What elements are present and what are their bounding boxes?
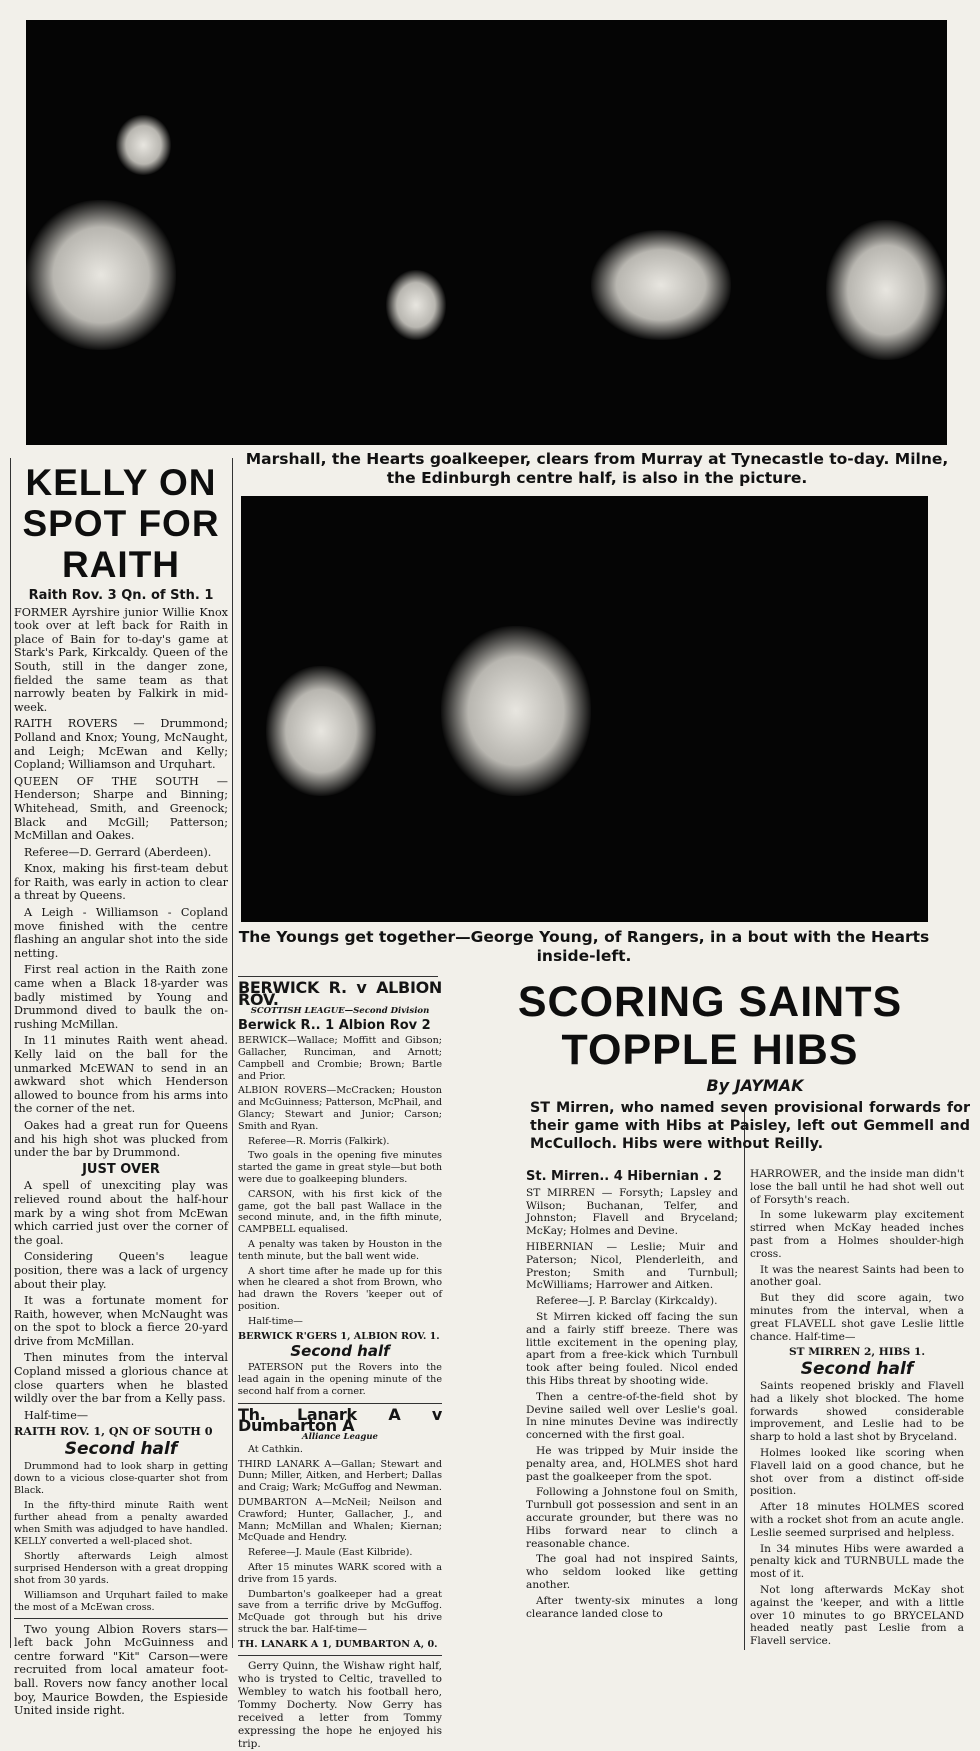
- saints-q7: Holmes looked like scoring when Flavell laid on a good chance, but he shot over from a distinct off-side position.: [750, 1446, 964, 1498]
- column-rule: [10, 458, 11, 1648]
- photo-youngs: [241, 496, 928, 922]
- berwick-top-rule: [238, 976, 438, 977]
- saints-headline-2: TOPPLE HIBS: [561, 1026, 859, 1074]
- column-rule: [744, 1110, 745, 1650]
- berwick-p6: A penalty was taken by Houston in the tenth minute, but the ball went wide.: [238, 1238, 442, 1262]
- saints-p7: Following a Johnstone foul on Smith, Turnbull got possession and sent in an accurate grounder, but there was no Hibs forward near to clinch a reasonable chance.: [526, 1486, 738, 1550]
- lanark-p8: Gerry Quinn, the Wishaw right half, who is trysted to Celtic, travelled to Wembley to watch his football hero, Tommy Docherty. Now Gerry has received a letter from Tommy expressing the hope he enjoyed his trip.: [238, 1659, 442, 1750]
- raith-p6: A Leigh - Williamson - Copland move finished with the centre flashing an angular shot into the side netting.: [14, 906, 228, 960]
- raith-p8: In 11 minutes Raith went ahead. Kelly laid on the ball for the unmarked McEWAN to send in an awkward shot which Henderson allowed to bounce from his arms into the corner of the net.: [14, 1034, 228, 1116]
- lanark-p4: Referee—J. Maule (East Kilbride).: [248, 1547, 413, 1559]
- lanark-bottom-rule: [238, 1655, 442, 1656]
- raith-divider: [14, 1618, 228, 1619]
- saints-col-left: [526, 1168, 738, 1663]
- berwick-p4: Two goals in the opening five minutes started the game in great style—but both were due to goalkeeping blunders.: [238, 1150, 442, 1185]
- raith-p19: Williamson and Urquhart failed to make the most of a McEwan cross.: [14, 1589, 228, 1613]
- berwick-p3: Referee—R. Morris (Falkirk).: [248, 1135, 390, 1147]
- saints-p3: Referee—J. P. Barclay (Kirkcaldy).: [536, 1295, 718, 1308]
- raith-p11: Considering Queen's league position, there was a lack of urgency about their play.: [14, 1250, 228, 1291]
- raith-score: Raith Rov. 3 Qn. of Sth. 1: [28, 588, 214, 603]
- saints-col-right: [750, 1168, 964, 1663]
- berwick-p5: CARSON, with his first kick of the game, got the ball past Wallace in the second minute, and, in the fifth minute, CAMPBELL equalised.: [238, 1188, 442, 1236]
- raith-p20: Two young Albion Rovers stars—left back John McGuinness and centre forward "Kit" Carson—were recruited from local amateur foot-ball. Rovers now fancy another local boy, Maurice Bowden, the Espieside United inside right.: [14, 1622, 228, 1718]
- raith-p7: First real action in the Raith zone came when a Black 18-yarder was badly mistimed by Young and Drummond dived to baulk the on-rushing McMillan.: [14, 963, 228, 1031]
- saints-p9: After twenty-six minutes a long clearance landed close to: [526, 1594, 738, 1620]
- saints-q10: Not long afterwards McKay shot against the 'keeper, and with a little over 10 minutes to go BRYCELAND headed neatly past Leslie from a Flavell service.: [750, 1583, 964, 1648]
- berwick-subhead: Second half: [290, 1342, 390, 1361]
- saints-q6: Saints reopened briskly and Flavell had a likely shot blocked. The home forwards showed considerable improvement, and Leslie had to be sharp to hold a last shot by Bryceland.: [750, 1379, 964, 1444]
- raith-p5: Knox, making his first-team debut for Raith, was early in action to clear a threat by Queens.: [14, 862, 228, 903]
- berwick-article: [238, 978, 442, 1750]
- berwick-p8: Half-time—: [248, 1315, 303, 1327]
- saints-intro: ST Mirren, who named seven provisional forwards for their game with Hibs at Paisley, left out Gemmell and McCulloch. Hibs were without Reilly.: [530, 1100, 970, 1152]
- raith-subhead-just-over: JUST OVER: [82, 1161, 160, 1177]
- column-rule: [232, 458, 233, 1648]
- raith-headline: KELLY ON SPOT FOR RAITH: [22, 462, 220, 585]
- saints-p8: The goal had not inspired Saints, who seldom looked like getting another.: [526, 1553, 738, 1591]
- saints-p6: He was tripped by Muir inside the penalty area, and, HOLMES shot hard past the goalkeeper from the spot.: [526, 1444, 738, 1483]
- lanark-p3: DUMBARTON A—McNeil; Neilson and Crawford; Hunter, Gallacher, J., and Mann; McMillan and Whalen; Kiernan; McQuade and Hendry.: [238, 1497, 442, 1544]
- raith-p16: Drummond had to look sharp in getting down to a vicious close-quarter shot from Black.: [14, 1460, 228, 1496]
- photo1-caption: Marshall, the Hearts goalkeeper, clears from Murray at Tynecastle to-day. Milne, the Edinburgh centre half, is also in the picture.: [245, 450, 949, 487]
- saints-subhead: Second half: [800, 1359, 914, 1380]
- raith-p18: Shortly afterwards Leigh almost surprised Henderson with a great dropping shot from 30 yards.: [14, 1550, 228, 1586]
- saints-p1: ST MIRREN — Forsyth; Lapsley and Wilson; Buchanan, Telfer, and Johnston; Flavell and Bryceland; McKay; Holmes and Devine.: [526, 1186, 738, 1238]
- lanark-p1: At Cathkin.: [248, 1443, 303, 1455]
- saints-byline: By JAYMAK: [706, 1076, 804, 1095]
- berwick-league: SCOTTISH LEAGUE—Second Division: [250, 1005, 430, 1016]
- berwick-score: Berwick R.. 1 Albion Rov 2: [238, 1018, 431, 1034]
- raith-p12: It was a fortunate moment for Raith, however, when McNaught was on the spot to block a fierce 20-yard drive from McMillan.: [14, 1294, 228, 1348]
- raith-p13: Then minutes from the interval Copland missed a glorious chance at close quarters when he blasted wildly over the bar from a Kelly pass.: [14, 1351, 228, 1406]
- saints-q5: ST MIRREN 2, HIBS 1.: [788, 1346, 926, 1359]
- saints-q4: But they did score again, two minutes from the interval, when a great FLAVELL shot gave Leslie little chance. Half-time—: [750, 1292, 964, 1343]
- raith-p9: Oakes had a great run for Queens and his high shot was plucked from under the bar by Drummond.: [14, 1118, 228, 1160]
- saints-p2: HIBERNIAN — Leslie; Muir and Paterson; Nicol, Plenderleith, and Preston; Smith and Turnbull; McWilliams; Harrower and Aitken.: [526, 1240, 738, 1292]
- lanark-p6: Dumbarton's goalkeeper had a great save from a terrific drive by McGuffog. McQuade got through but his drive struck the bar. Half-time—: [238, 1588, 442, 1636]
- berwick-p1: BERWICK—Wallace; Moffitt and Gibson; Gallacher, Runciman, and Arnott; Campbell and Crombie; Brown; Bartle and Prior.: [238, 1035, 442, 1082]
- raith-article: [14, 462, 228, 1718]
- lanark-p7: TH. LANARK A 1, DUMBARTON A, 0.: [238, 1638, 438, 1650]
- saints-q9: In 34 minutes Hibs were awarded a penalty kick and TURNBULL made the most of it.: [750, 1542, 964, 1581]
- saints-score: St. Mirren.. 4 Hibernian . 2: [526, 1169, 722, 1184]
- saints-q8: After 18 minutes HOLMES scored with a rocket shot from an acute angle. Leslie seemed surprised and helpless.: [750, 1501, 964, 1539]
- berwick-p10: PATERSON put the Rovers into the lead again in the opening minute of the second half from a corner.: [238, 1362, 442, 1397]
- berwick-p9: BERWICK R'GERS 1, ALBION ROV. 1.: [238, 1330, 440, 1342]
- saints-q1: HARROWER, and the inside man didn't lose the ball until he had shot well out of Forsyth's reach.: [750, 1168, 964, 1206]
- lanark-headline: Th. Lanark A v Dumbarton A: [238, 1404, 442, 1436]
- berwick-headline: BERWICK R. v ALBION ROV.: [238, 978, 442, 1009]
- saints-q3: It was the nearest Saints had been to another goal.: [750, 1263, 964, 1289]
- saints-p4: St Mirren kicked off facing the sun and a fairly stiff breeze. There was little excitement in the opening play, apart from a free-kick which Turnbull took after being fouled. Nicol ended this Hibs threat by shooting wide.: [526, 1310, 738, 1387]
- photo-hearts-goalkeeper: [26, 20, 947, 445]
- saints-q2: In some lukewarm play excitement stirred when McKay headed inches past from a Holmes shoulder-high cross.: [750, 1209, 964, 1260]
- raith-p14: Half-time—: [24, 1408, 89, 1422]
- raith-p4: Referee—D. Gerrard (Aberdeen).: [24, 845, 212, 859]
- raith-subhead-second-half: Second half: [64, 1439, 178, 1460]
- raith-p2: RAITH ROVERS — Drummond; Polland and Knox; Young, McNaught, and Leigh; McEwan and Kelly; Copland; Williamson and Urquhart.: [14, 717, 228, 772]
- saints-headline-1: SCORING SAINTS: [517, 978, 903, 1026]
- lanark-league: Alliance League: [302, 1432, 378, 1443]
- raith-p1: FORMER Ayrshire junior Willie Knox took over at left back for Raith in place of Bain for to-day's game at Stark's Park, Kirkcaldy. Queen of the South, still in the danger zone, fielded the same team as that narrowly beaten by Falkirk in mid-week.: [14, 605, 228, 714]
- lanark-p2: THIRD LANARK A—Gallan; Stewart and Dunn; Miller, Aitken, and Herbert; Dallas and Craig; Wark; McGuffog and Newman.: [238, 1458, 442, 1494]
- photo2-caption: The Youngs get together—George Young, of Rangers, in a bout with the Hearts inside-left.: [238, 928, 930, 965]
- saints-header: [450, 978, 970, 1153]
- raith-p3: QUEEN OF THE SOUTH — Henderson; Sharpe and Binning; Whitehead, Smith, and Greenock; Black and McGill; Patterson; McMillan and Oakes.: [14, 774, 228, 843]
- raith-p17: In the fifty-third minute Raith went further ahead from a penalty awarded when Smith was adjudged to have handled. KELLY converted a well-placed shot.: [14, 1499, 228, 1547]
- berwick-p7: A short time after he made up for this when he cleared a shot from Brown, who had drawn the Rovers 'keeper out of position.: [238, 1265, 442, 1312]
- raith-p15: RAITH ROV. 1, QN OF SOUTH 0: [14, 1424, 213, 1439]
- lanark-p5: After 15 minutes WARK scored with a drive from 15 yards.: [238, 1562, 442, 1585]
- raith-p10: A spell of unexciting play was relieved round about the half-hour mark by a wing shot from McEwan which carried just over the corner of the goal.: [14, 1179, 228, 1247]
- berwick-p2: ALBION ROVERS—McCracken; Houston and McGuinness; Patterson, McPhail, and Glancy; Stewart and Junior; Carson; Smith and Ryan.: [238, 1085, 442, 1132]
- saints-p5: Then a centre-of-the-field shot by Devine sailed well over Leslie's goal. In nine minutes Devine was indirectly concerned with the first goal.: [526, 1390, 738, 1442]
- lanark-divider: [238, 1403, 442, 1404]
